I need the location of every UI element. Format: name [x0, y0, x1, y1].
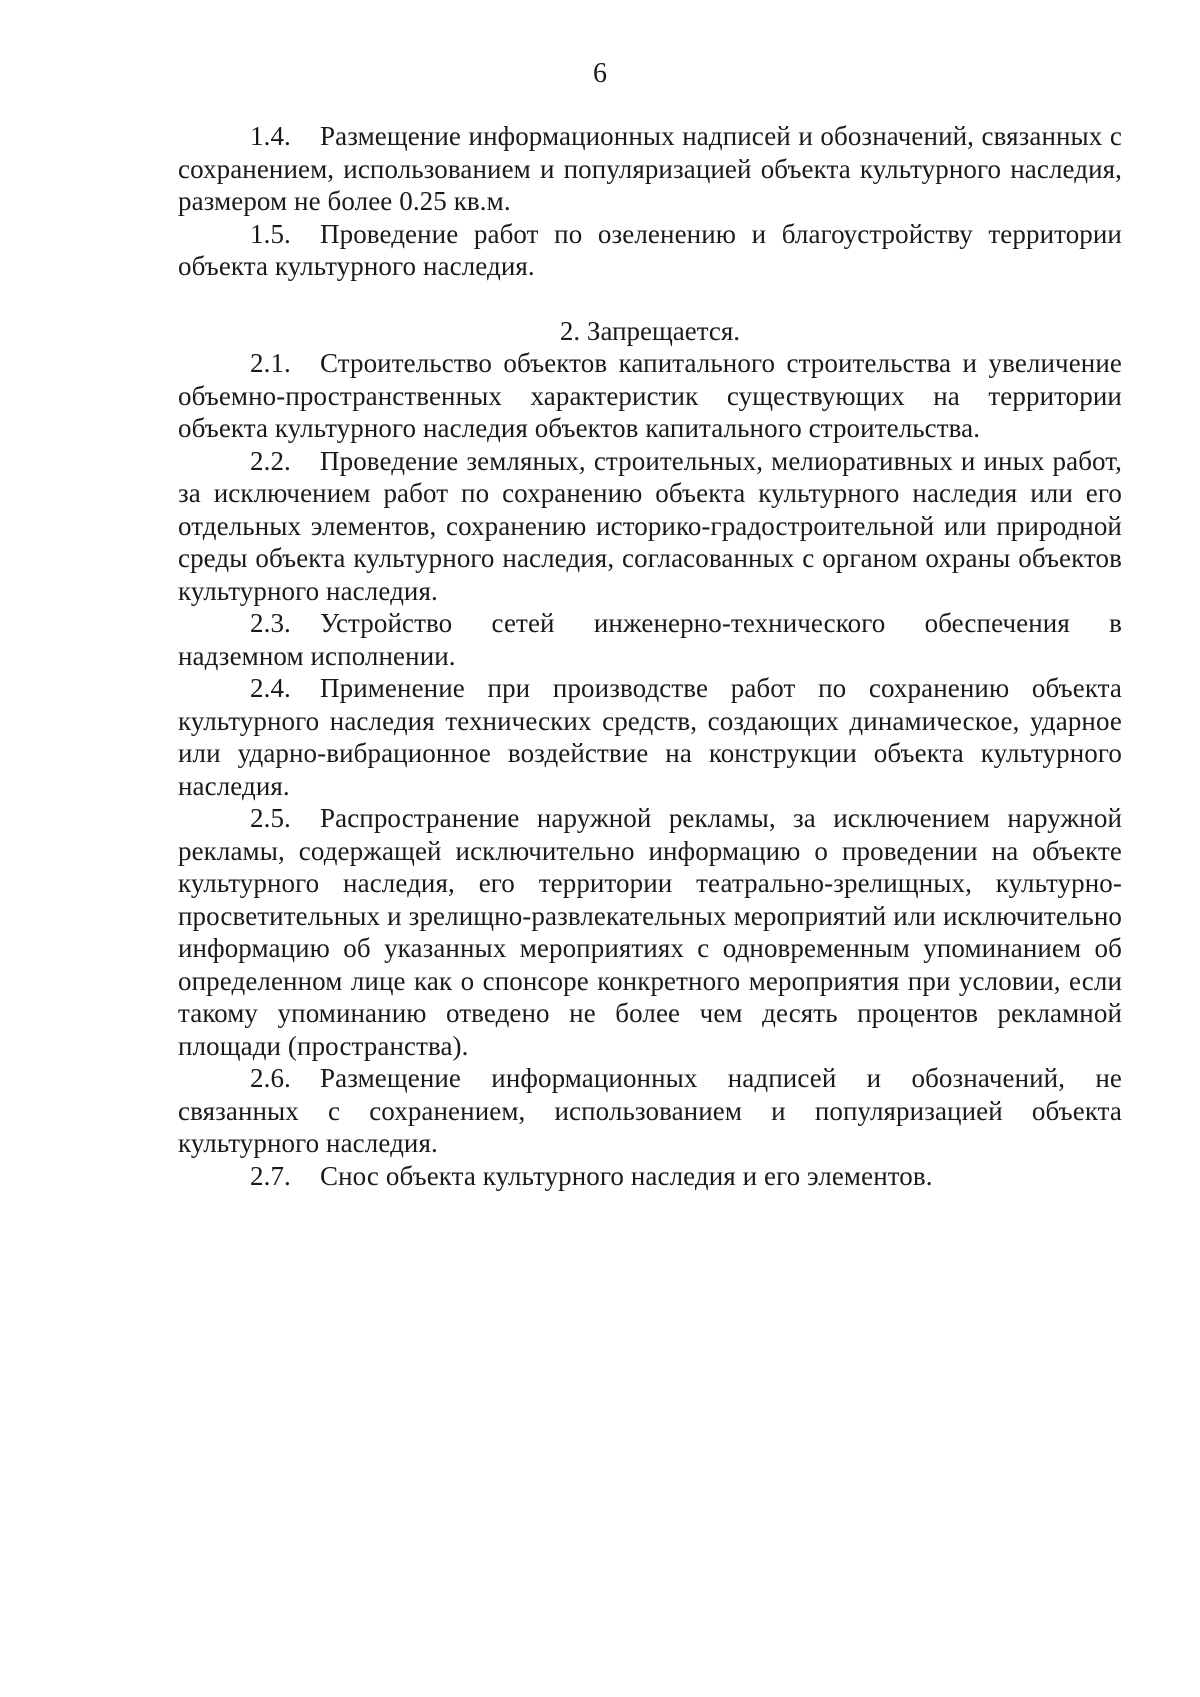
item-1-5 — [178, 218, 1122, 283]
item-number: 2.2. — [250, 445, 291, 476]
item-2-4 — [178, 672, 1122, 802]
item-number: 2.3. — [250, 608, 291, 638]
item-number: 2.4. — [250, 673, 291, 703]
item-2-6 — [178, 1062, 1122, 1160]
item-text: Размещение информационных надписей и обозначений, связанных с сохранением, использованием и популяризацией объекта культурного наследия, размером не более 0.25 кв.м. — [178, 121, 1122, 216]
item-2-7 — [178, 1160, 1122, 1193]
item-2-1 — [178, 347, 1122, 445]
item-number: 1.4. — [250, 121, 291, 151]
item-text: Распространение наружной рекламы, за исключением наружной рекламы, содержащей исключительно информацию о проведении на объекте культурного наследия, его территории театрально-зрелищных, культурно-просветительных и зрелищно-развлекательных мероприятий или исключительно информацию об указанных мероприятиях с одновременным упоминанием об определенном лице как о спонсоре конкретного мероприятия при условии, если такому упоминанию отведено не более чем десять процентов рекламной площади (пространства). — [178, 803, 1122, 1061]
item-2-5 — [178, 802, 1122, 1062]
item-1-4 — [178, 120, 1122, 218]
item-text: Строительство объектов капитального строительства и увеличение объемно-пространственных характеристик существующих на территории объекта культурного наследия объектов капитального строительства. — [178, 348, 1122, 443]
item-text: Снос объекта культурного наследия и его элементов. — [320, 1160, 933, 1191]
item-number: 2.5. — [250, 803, 291, 833]
item-2-2 — [178, 445, 1122, 608]
page-number: 6 — [593, 58, 607, 89]
document-body — [178, 120, 1122, 1192]
item-2-3 — [178, 607, 1122, 672]
item-text: Проведение работ по озеленению и благоустройству территории объекта культурного наследия. — [178, 218, 1122, 281]
item-number: 2.6. — [250, 1063, 291, 1093]
item-number: 1.5. — [250, 218, 291, 249]
item-text: Размещение информационных надписей и обозначений, не связанных с сохранением, использованием и популяризацией объекта культурного наследия. — [178, 1063, 1122, 1158]
item-number: 2.1. — [250, 348, 291, 378]
item-text: Устройство сетей инженерно-технического обеспечения в надземном исполнении. — [178, 608, 1122, 671]
item-text: Применение при производстве работ по сохранению объекта культурного наследия технических средств, создающих динамическое, ударное или ударно-вибрационное воздействие на конструкции объекта культурного наследия. — [178, 673, 1122, 801]
section-2-heading: 2. Запрещается. — [559, 315, 741, 346]
item-text: Проведение земляных, строительных, мелиоративных и иных работ, за исключением работ по сохранению объекта культурного наследия или его отдельных элементов, сохранению историко-градостроительной или природной среды объекта культурного наследия, согласованных с органом охраны объектов культурного наследия. — [178, 445, 1122, 606]
item-number: 2.7. — [250, 1160, 291, 1191]
